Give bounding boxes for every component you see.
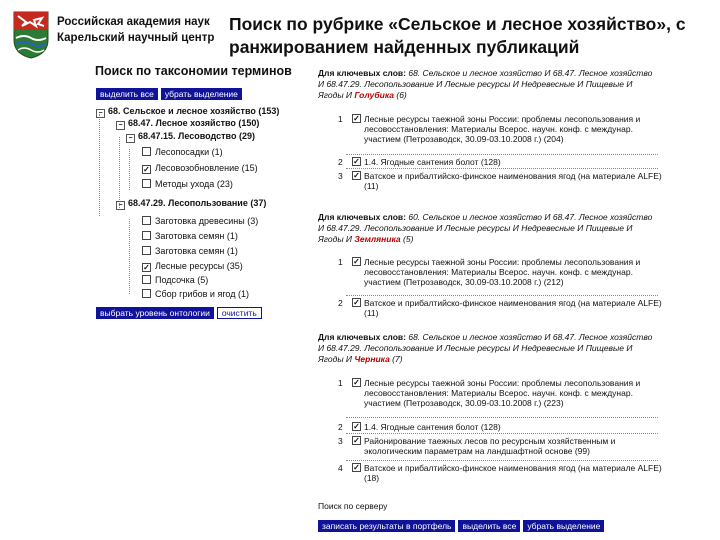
tree-leaf-label: Заготовка семян (1) [155,231,238,241]
collapse-icon[interactable]: − [116,201,125,210]
tree-leaf-label: Лесовозобновление (15) [155,163,258,173]
tree-node-root[interactable] [96,106,279,118]
keywords-line [318,354,403,365]
tree-leaf[interactable] [142,289,249,300]
tree-leaf-label: Заготовка семян (1) [155,246,238,256]
result-checkbox[interactable]: ✓ [353,298,360,307]
tree-node-forestry[interactable] [116,118,259,130]
collapse-icon[interactable]: − [116,121,125,130]
keywords-line [318,212,652,223]
result-checkbox[interactable]: ✓ [353,257,360,266]
select-all-results-button[interactable]: выделить все [458,520,520,532]
keyword-highlight: Голубика [354,90,394,100]
result-number: 2 [338,298,343,308]
collapse-icon[interactable]: − [126,134,135,143]
save-to-portfolio-button[interactable]: записать результаты в портфель [318,520,455,532]
result-title-link[interactable]: Лесные ресурсы таежной зоны России: проблемы лесопользования и лесовосстановления: Материалы Всерос. научн. конф. с междунар. участием (Петрозаводск, 30.09-03.10.2008 г.) (212) [364,257,641,287]
tree-leaf-label: Сбор грибов и ягод (1) [155,289,249,299]
keywords-line [318,234,413,245]
keyword-highlight: Черника [354,354,390,364]
checkbox[interactable] [142,216,151,225]
result-checkbox[interactable]: ✓ [353,171,360,180]
result-title-link[interactable]: Ватское и прибалтийско-финское наименования ягод (на материале ALFE) (18) [364,463,662,483]
tree-leaf-label: Методы ухода (23) [155,179,233,189]
result-number: 2 [338,157,343,167]
result-number: 4 [338,463,343,473]
choose-ontology-level-button[interactable]: выбрать уровень онтологии [96,307,214,319]
select-all-button[interactable]: выделить все [96,88,158,100]
keywords-line: И 68.47.29. Лесопользование И Лесные ресурсы И Недревесные И Пищевые И [318,79,633,89]
checkbox[interactable] [142,289,151,298]
tree-leaf[interactable] [142,275,208,286]
checkbox[interactable] [142,179,151,188]
tree-leaf-label: Подсочка (5) [155,275,209,285]
result-checkbox[interactable]: ✓ [353,157,360,166]
tree-node-forestry-label: 68.47. Лесное хозяйство (150) [128,118,260,128]
result-title-link[interactable]: 1.4. Ягодные сантения болот (128) [364,422,501,432]
tree-leaf[interactable] [142,261,243,272]
keywords-line: И 68.47.29. Лесопользование И Лесные ресурсы И Недревесные И Пищевые И [318,223,633,233]
result-title-link[interactable]: Районирование таежных лесов по ресурсным хозяйственным и экологическим параметрам на ландшафтной основе (99) [364,436,616,456]
keywords-prefix: Для ключевых слов: [318,332,406,342]
checkbox[interactable] [142,275,151,284]
checkbox-checked[interactable]: ✓ [143,165,150,174]
keywords-line [318,90,407,101]
result-checkbox[interactable]: ✓ [353,436,360,445]
result-number: 2 [338,422,343,432]
result-checkbox[interactable]: ✓ [353,378,360,387]
org-line-2: Карельский научный центр [57,32,215,44]
tree-leaf[interactable] [142,231,238,242]
taxonomy-bottom-buttons [96,307,262,319]
keywords-text: 68. Сельское и лесное хозяйство И 68.47. Лесное хозяйство [408,332,653,342]
keywords-text: Ягоды И [318,234,353,244]
tree-leaf[interactable] [142,163,258,174]
tree-node-silviculture[interactable] [126,131,255,143]
keywords-line: И 68.47.29. Лесопользование И Лесные ресурсы И Недревесные И Пищевые И [318,343,633,353]
keywords-prefix: Для ключевых слов: [318,68,406,78]
result-number: 3 [338,171,343,181]
clear-button[interactable]: очистить [217,307,262,319]
tree-leaf-label: Заготовка древесины (3) [155,216,259,226]
result-number: 1 [338,114,343,124]
page-title [229,13,686,59]
result-number: 1 [338,378,343,388]
org-line-1: Российская академия наук [57,16,210,28]
results-bottom-buttons [318,520,604,532]
result-title-link[interactable]: Лесные ресурсы таежной зоны России: проблемы лесопользования и лесовосстановления: Материалы Всерос. научн. конф. с междунар. участием (Петрозаводск, 30.09-03.10.2008 г.) (204) [364,114,641,144]
result-title-link[interactable]: 1.4. Ягодные сантения болот (128) [364,157,501,167]
deselect-button[interactable]: убрать выделение [161,88,242,100]
taxonomy-top-buttons [96,88,242,100]
keyword-highlight: Земляника [354,234,401,244]
checkbox-checked[interactable]: ✓ [143,263,150,272]
result-title-link[interactable]: Ватское и прибалтийско-финское наименования ягод (на материале ALFE) (11) [364,298,662,318]
result-title-link[interactable]: Лесные ресурсы таежной зоны России: проблемы лесопользования и лесовосстановления: Материалы Всерос. научн. конф. с междунар. участием (Петрозаводск, 30.09-03.10.2008 г.) (223) [364,378,641,408]
result-checkbox[interactable]: ✓ [353,463,360,472]
tree-leaf[interactable] [142,246,238,257]
keywords-text: 68. Сельское и лесное хозяйство И 68.47. Лесное хозяйство [408,68,653,78]
keywords-text: Ягоды И [318,90,353,100]
result-title-link[interactable]: Ватское и прибалтийско-финское наименования ягод (на материале ALFE) (11) [364,171,662,191]
taxonomy-tree [96,104,294,310]
checkbox[interactable] [142,147,151,156]
tree-leaf[interactable] [142,179,233,190]
tree-leaf-label: Лесопосадки (1) [155,147,223,157]
tree-leaf[interactable] [142,216,258,227]
result-checkbox[interactable]: ✓ [353,422,360,431]
taxonomy-title: Поиск по таксономии терминов [95,64,292,78]
checkbox[interactable] [142,246,151,255]
server-search-link[interactable]: Поиск по серверу [318,501,388,511]
tree-node-forest-use[interactable] [116,198,266,210]
tree-leaf-label: Лесные ресурсы (35) [155,261,243,271]
tree-node-forest-use-label: 68.47.29. Лесопользование (37) [128,198,267,208]
keywords-text: Ягоды И [318,354,353,364]
checkbox[interactable] [142,231,151,240]
result-number: 1 [338,257,343,267]
title-line-1: Поиск по рубрике «Сельское и лесное хозяйство», с [229,14,686,34]
keywords-line [318,332,652,343]
keywords-text: 60. Сельское и лесное хозяйство И 68.47. Лесное хозяйство [408,212,653,222]
organization-name [57,14,214,46]
result-count: (6) [396,90,407,100]
tree-leaf[interactable] [142,147,223,158]
collapse-icon[interactable]: − [96,109,105,118]
tree-node-silviculture-label: 68.47.15. Лесоводство (29) [138,131,255,141]
result-number: 3 [338,436,343,446]
krc-logo [12,10,50,60]
deselect-results-button[interactable]: убрать выделение [523,520,604,532]
tree-node-root-label: 68. Сельское и лесное хозяйство (153) [108,106,280,116]
keywords-prefix: Для ключевых слов: [318,212,406,222]
result-count: (5) [403,234,414,244]
keywords-line [318,68,652,79]
title-line-2: ранжированием найденных публикаций [229,37,580,57]
result-checkbox[interactable]: ✓ [353,114,360,123]
result-count: (7) [392,354,403,364]
